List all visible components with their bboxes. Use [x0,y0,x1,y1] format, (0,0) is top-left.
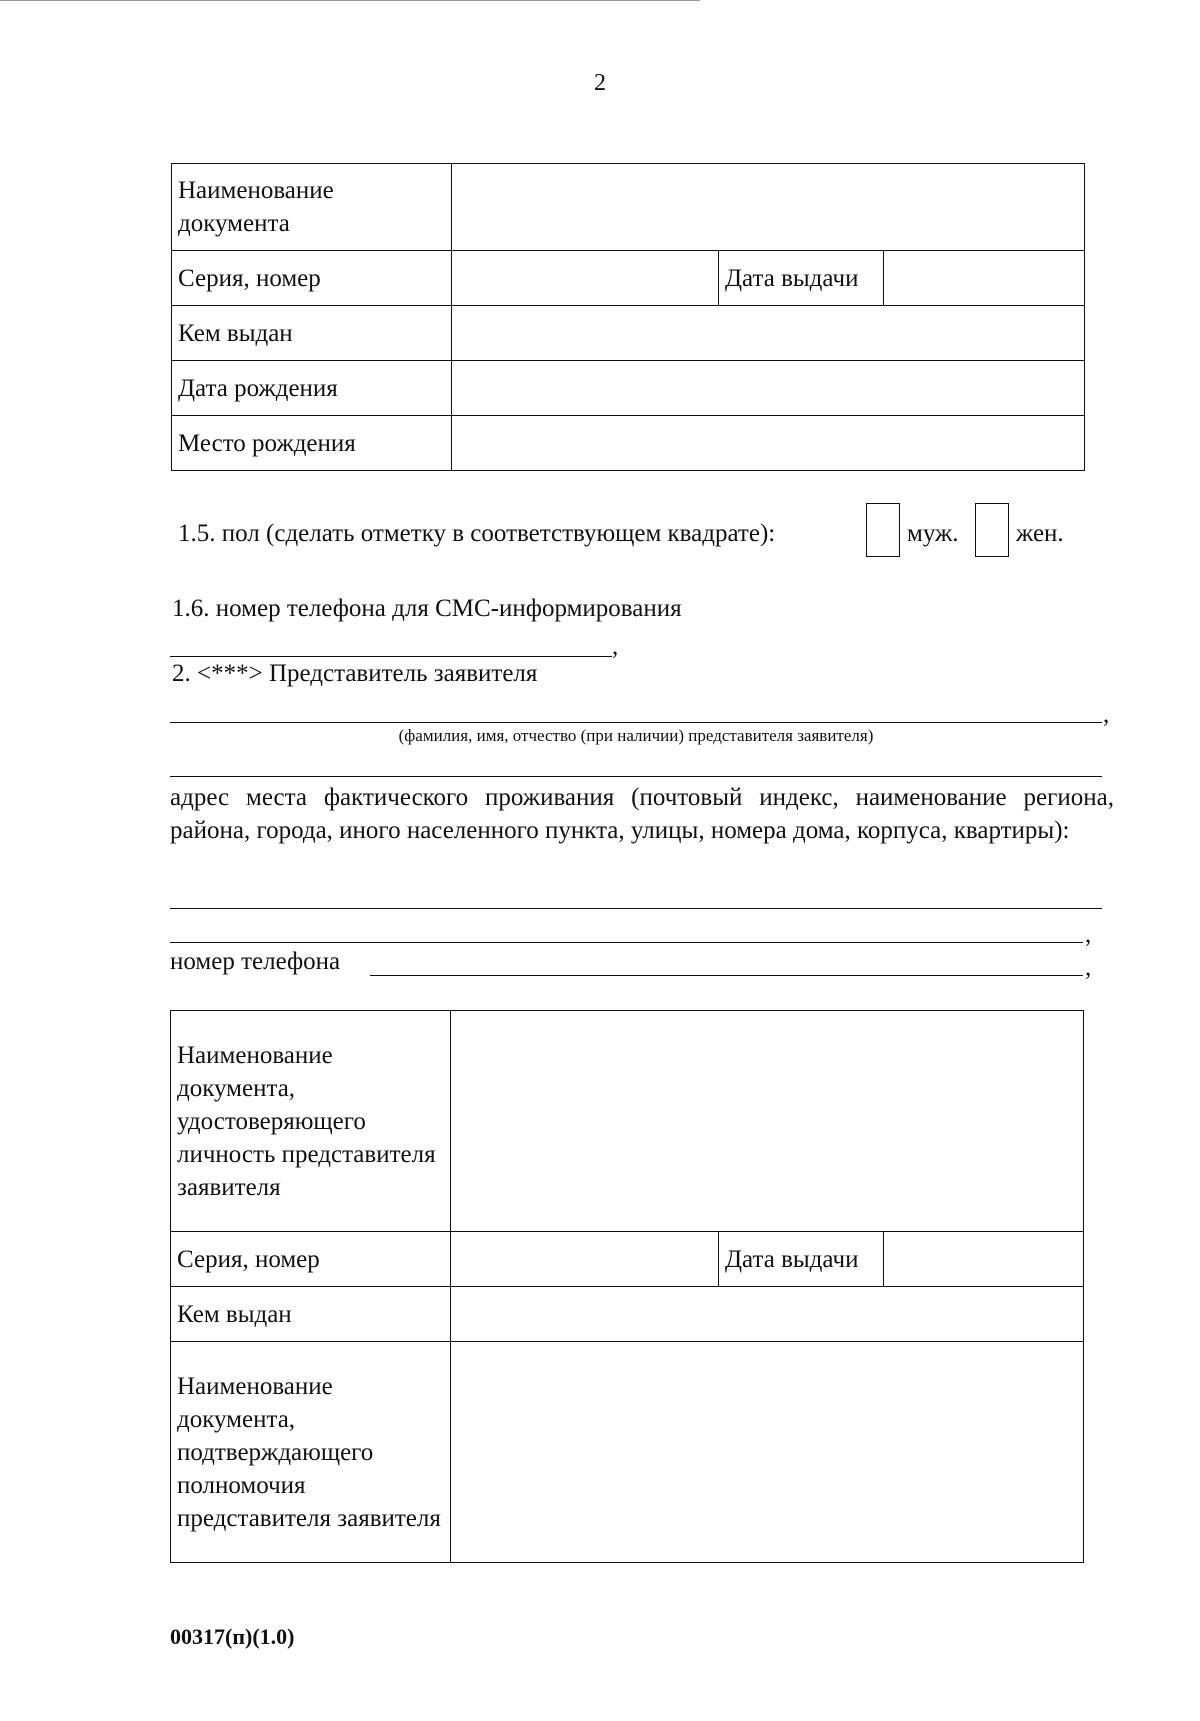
gender-male-label: муж. [907,520,959,547]
rep-issue-date-label: Дата выдачи [719,1232,884,1287]
issue-date-field[interactable] [884,251,1085,306]
gender-female-label: жен. [1016,520,1064,547]
footer-form-code: 00317(п)(1.0) [170,1624,295,1649]
rep-authority-doc-field[interactable] [451,1342,1084,1563]
representative-fio-line[interactable] [170,722,1102,723]
representative-phone-label: номер телефона [170,948,341,975]
representative-phone-comma: , [1085,954,1092,981]
representative-document-table [170,1010,1084,1563]
address-line-2[interactable] [170,942,1083,943]
rep-authority-doc-label: Наименование документа, подтверждающего полномочия представителя заявителя [171,1342,451,1563]
rep-issued-by-label: Кем выдан [171,1287,451,1342]
address-comma: , [1085,921,1092,948]
representative-fio-caption: (фамилия, имя, отчество (при наличии) представителя заявителя) [398,726,874,745]
rep-series-number-label: Серия, номер [171,1232,451,1287]
representative-phone-line[interactable] [370,975,1083,976]
issue-date-label: Дата выдачи [719,251,884,306]
birth-place-field[interactable] [452,416,1085,471]
birth-date-field[interactable] [452,361,1085,416]
issued-by-label: Кем выдан [172,306,452,361]
rep-id-doc-label: Наименование документа, удостоверяющего личность представителя заявителя [171,1011,451,1232]
doc-name-label: Наименование документа [172,164,452,251]
issued-by-field[interactable] [452,306,1085,361]
address-line-1[interactable] [170,908,1102,909]
rep-id-doc-field[interactable] [451,1011,1084,1232]
series-number-field[interactable] [452,251,719,306]
scan-edge-line [0,0,700,1]
rep-series-number-field[interactable] [451,1232,719,1287]
representative-heading: 2. <***> Представитель заявителя [172,660,538,687]
gender-male-checkbox[interactable] [866,503,900,557]
gender-prompt: 1.5. пол (сделать отметку в соответствующем квадрате): [178,520,776,547]
representative-address-text: адрес места фактического проживания (почтовый индекс, наименование региона, района, города, иного населенного пункта, улицы, номера дома, корпуса, квартиры): [170,784,1114,844]
rep-issued-by-field[interactable] [451,1287,1084,1342]
series-number-label: Серия, номер [172,251,452,306]
rep-issue-date-field[interactable] [884,1232,1084,1287]
representative-extra-line[interactable] [170,776,1102,777]
sms-phone-comma: , [612,633,619,660]
birth-place-label: Место рождения [172,416,452,471]
applicant-document-table [171,163,1085,471]
page-number: 2 [594,70,606,96]
birth-date-label: Дата рождения [172,361,452,416]
doc-name-field[interactable] [452,164,1085,251]
sms-phone-label: 1.6. номер телефона для СМС-информирования [172,595,682,622]
gender-female-checkbox[interactable] [975,503,1009,557]
representative-fio-comma: , [1103,701,1110,728]
